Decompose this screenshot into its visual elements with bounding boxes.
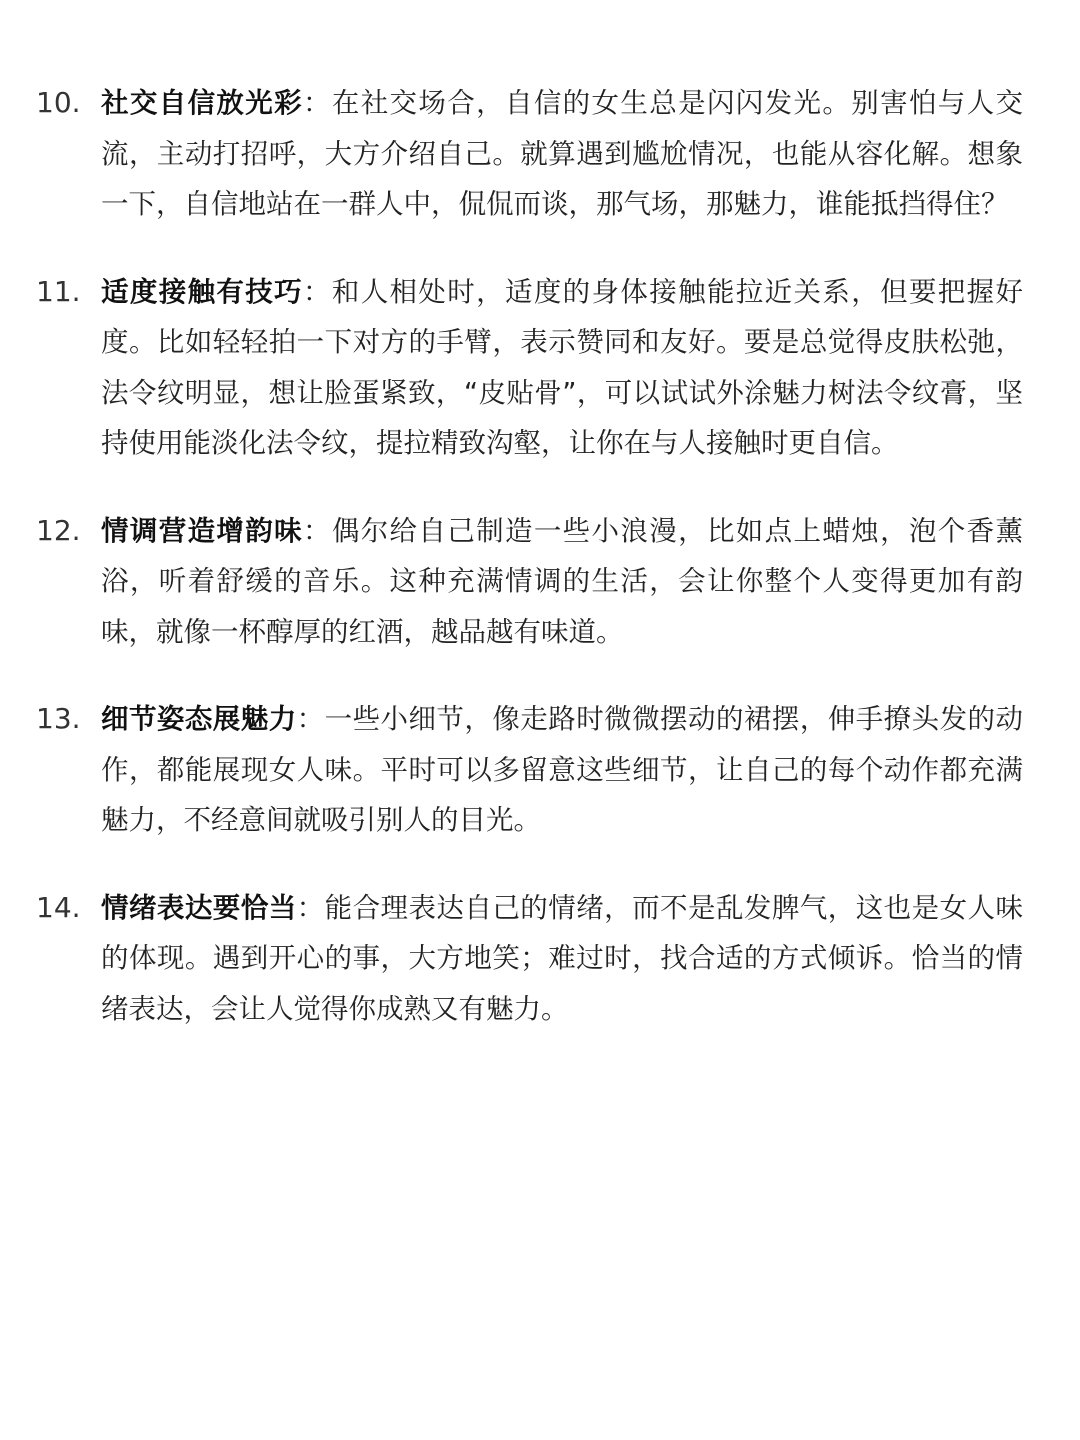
item-colon: ： <box>302 87 332 119</box>
item-colon: ： <box>302 514 332 547</box>
item-title: 社交自信放光彩 <box>101 87 303 119</box>
item-number: 12. <box>36 513 81 547</box>
item-number: 10. <box>36 86 81 119</box>
list-item-12 <box>0 506 1080 658</box>
item-colon: ： <box>302 275 332 308</box>
list-item-11 <box>0 267 1080 469</box>
list-item-13 <box>0 694 1080 846</box>
item-content <box>101 78 1023 230</box>
item-body: 和人相处时，适度的身体接触能拉近关系，但要把握好度。比如轻轻拍一下对方的手臂，表示赞同和友好。要是总觉得皮肤松弛，法令纹明显，想让脸蛋紧致，“皮贴骨”，可以试试外涂魅力树法令纹膏，坚持使用能淡化法令纹，提拉精致沟壑，让你在与人接触时更自信。 <box>101 275 1024 459</box>
item-colon: ： <box>296 891 325 924</box>
item-content <box>101 506 1023 658</box>
item-colon: ： <box>296 703 325 735</box>
item-body: 在社交场合，自信的女生总是闪闪发光。别害怕与人交流，主动打招呼，大方介绍自己。就算遇到尴尬情况，也能从容化解。想象一下，自信地站在一群人中，侃侃而谈，那气场，那魅力，谁能抵挡得住？ <box>101 87 1024 220</box>
item-number: 14. <box>36 890 81 924</box>
item-title: 细节姿态展魅力 <box>101 703 297 735</box>
list-item-10 <box>0 78 1080 230</box>
item-body: 能合理表达自己的情绪，而不是乱发脾气，这也是女人味的体现。遇到开心的事，大方地笑；难过时，找合适的方式倾诉。恰当的情绪表达，会让人觉得你成熟又有魅力。 <box>101 891 1023 1025</box>
item-content <box>101 883 1023 1035</box>
item-title: 情绪表达要恰当 <box>101 891 297 924</box>
list-item-14 <box>0 883 1080 1035</box>
article-list <box>0 78 1080 1071</box>
item-number: 13. <box>36 702 81 735</box>
item-content <box>101 267 1023 469</box>
item-body: 偶尔给自己制造一些小浪漫，比如点上蜡烛，泡个香薰浴，听着舒缓的音乐。这种充满情调的生活，会让你整个人变得更加有韵味，就像一杯醇厚的红酒，越品越有味道。 <box>101 514 1024 648</box>
item-content <box>101 694 1023 846</box>
item-body: 一些小细节，像走路时微微摆动的裙摆，伸手撩头发的动作，都能展现女人味。平时可以多留意这些细节，让自己的每个动作都充满魅力，不经意间就吸引别人的目光。 <box>101 703 1023 836</box>
item-title: 适度接触有技巧 <box>101 275 303 308</box>
item-number: 11. <box>36 274 81 308</box>
item-title: 情调营造增韵味 <box>101 514 303 547</box>
